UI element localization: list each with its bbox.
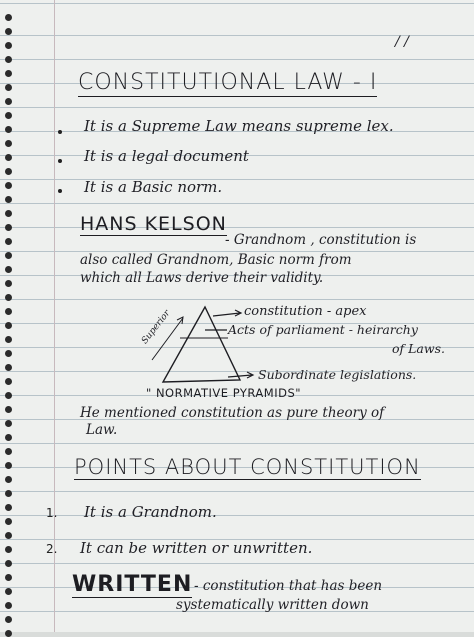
- pyramid-caption: " NORMATIVE PYRAMIDS": [146, 386, 302, 400]
- intro-bullet: It is a Basic norm.: [84, 178, 223, 196]
- pyramid-middle-label: Acts of parliament - heirarchy: [228, 322, 418, 337]
- page-title: CONSTITUTIONAL LAW - I: [78, 70, 378, 95]
- kelson-line: which all Laws derive their validity.: [80, 270, 324, 286]
- pyramid-side-label: Superior: [140, 308, 173, 347]
- kelson-line: - Grandnom , constitution is: [225, 232, 417, 248]
- kelson-line: also called Grandnom, Basic norm from: [80, 252, 352, 268]
- written-line: systematically written down: [176, 597, 369, 613]
- intro-bullet: It is a Supreme Law means supreme lex.: [84, 117, 394, 135]
- point-text: It is a Grandnom.: [84, 503, 217, 521]
- written-line: - constitution that has been: [194, 578, 383, 594]
- arrow-superior-head: [177, 317, 183, 324]
- kelson-heading: HANS KELSON: [80, 213, 227, 235]
- kelson-note-line: He mentioned constitution as pure theory of: [80, 405, 385, 421]
- intro-bullet: It is a legal document: [84, 147, 249, 165]
- pyramid-triangle: [163, 307, 240, 382]
- point-number: 2.: [46, 542, 58, 556]
- pyramid-middle-label-cont: of Laws.: [392, 341, 445, 356]
- point-number: 1.: [46, 506, 58, 520]
- kelson-note-line: Law.: [86, 422, 118, 438]
- pyramid-bottom-label: Subordinate legislations.: [258, 367, 417, 382]
- date-marker: / /: [395, 34, 409, 50]
- point-text: It can be written or unwritten.: [80, 539, 313, 557]
- points-heading: POINTS ABOUT CONSTITUTION: [74, 455, 421, 479]
- pyramid-top-label: constitution - apex: [244, 304, 367, 319]
- written-heading: WRITTEN: [72, 572, 193, 597]
